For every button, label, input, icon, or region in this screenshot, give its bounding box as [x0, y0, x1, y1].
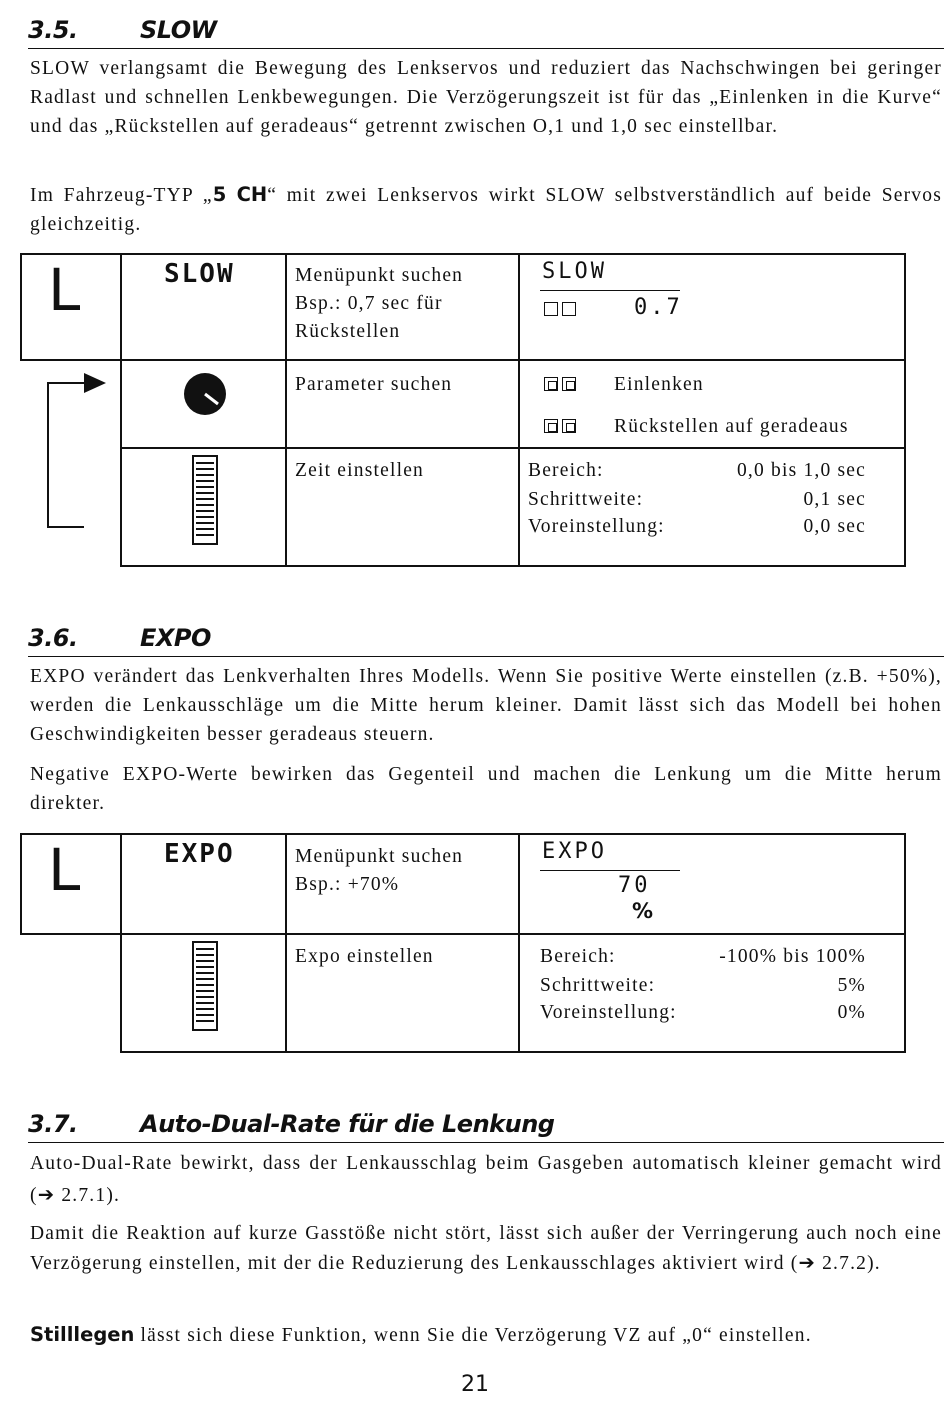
lcd-label: EXPO — [164, 839, 235, 869]
desc-line: Parameter suchen — [295, 374, 453, 395]
default-value: 0,0 sec — [803, 516, 866, 537]
range-value: -100% bis 100% — [719, 946, 866, 967]
desc-cell — [285, 933, 520, 1053]
section-title: EXPO — [140, 624, 211, 652]
rotary-knob-icon — [182, 371, 228, 417]
section-title: Auto-Dual-Rate für die Lenkung — [140, 1110, 555, 1138]
key-cell — [20, 833, 122, 935]
default-value: 0% — [837, 1002, 866, 1023]
section-number: 3.6. — [28, 624, 78, 652]
range-cell — [518, 447, 906, 567]
desc-line: Menüpunkt suchen — [295, 846, 464, 867]
step-label: Schrittweite: — [540, 975, 656, 996]
lcd-label-cell — [120, 833, 287, 935]
step-value: 0,1 sec — [803, 489, 866, 510]
step-value: 5% — [837, 975, 866, 996]
paragraph: Auto-Dual-Rate bewirkt, dass der Lenkausschlag beim Gasgeben automatisch kleiner gemacht wird (➔ 2.7.1). — [30, 1153, 942, 1206]
display-title: EXPO — [542, 839, 607, 864]
option-box — [562, 377, 576, 391]
paragraph: SLOW verlangsamt die Bewegung des Lenkservos und reduziert das Nachschwingen bei geringer Radlast und schnellen Lenkbewegungen. Die Verzögerungszeit ist für das „Einlenken in die Kurve“ und das „Rückstellen auf geradeaus“ getrennt zwischen O,1 und 1,0 sec einstellbar. — [30, 58, 942, 137]
section-number: 3.5. — [28, 16, 78, 44]
desc-line: Bsp.: 0,7 sec für — [295, 293, 443, 314]
option-box — [544, 377, 558, 391]
section-header-3-7 — [28, 1108, 944, 1143]
page-number: 21 — [461, 1372, 489, 1397]
option-label: Rückstellen auf geradeaus — [614, 416, 849, 437]
desc-cell — [285, 359, 520, 449]
segment-box — [544, 302, 558, 316]
arrow-icon: ➔ — [37, 1183, 56, 1206]
display-cell — [518, 833, 906, 935]
display-value: 0.7 — [634, 295, 683, 320]
paragraph: Stilllegen lässt sich diese Funktion, wenn Sie die Verzögerung VZ auf „0“ einstellen. — [30, 1323, 812, 1346]
range-value: 0,0 bis 1,0 sec — [736, 460, 866, 481]
display-value: 70 — [618, 873, 651, 898]
arrow-icon: ➔ — [798, 1251, 817, 1274]
option-box — [562, 419, 576, 433]
wheel-cell — [120, 447, 287, 567]
desc-line: Zeit einstellen — [295, 460, 425, 481]
key-cell — [20, 253, 122, 361]
desc-cell — [285, 833, 520, 935]
display-divider — [540, 870, 680, 871]
desc-cell — [285, 253, 520, 361]
desc-line: Menüpunkt suchen — [295, 265, 464, 286]
lcd-label-cell — [120, 253, 287, 361]
desc-cell — [285, 447, 520, 567]
lcd-label: SLOW — [164, 259, 235, 289]
return-arrow-icon — [40, 365, 110, 535]
desc-line: Bsp.: +70% — [295, 874, 400, 895]
paragraph: Damit die Reaktion auf kurze Gasstöße nicht stört, lässt sich außer der Verringerung auch noch eine Verzögerung einstellen, mit der die Reduzierung des Lenkausschlages aktiviert wird (➔ 2.7.2). — [30, 1223, 942, 1274]
wheel-cell — [120, 933, 287, 1053]
display-unit: % — [632, 899, 654, 923]
section-number: 3.7. — [28, 1110, 78, 1138]
range-label: Bereich: — [528, 460, 604, 481]
knob-cell — [120, 359, 287, 449]
default-label: Voreinstellung: — [528, 516, 665, 537]
range-cell — [518, 933, 906, 1053]
scroll-wheel-icon — [192, 455, 218, 545]
section-header-3-6 — [28, 622, 944, 657]
step-label: Schrittweite: — [528, 489, 644, 510]
scroll-wheel-icon — [192, 941, 218, 1031]
key-letter: L — [48, 256, 81, 324]
desc-line: Expo einstellen — [295, 946, 434, 967]
paragraph: EXPO verändert das Lenkverhalten Ihres Modells. Wenn Sie positive Werte einstellen (z.B. +50%), werden die Lenkausschläge um die Mitte herum kleiner. Damit lässt sich das Modell bei hohen Geschwindigkeiten besser geradeaus steuern. — [30, 666, 942, 745]
option-label: Einlenken — [614, 374, 704, 395]
section-header-3-5 — [28, 14, 944, 49]
segment-box — [562, 302, 576, 316]
option-box — [544, 419, 558, 433]
options-cell — [518, 359, 906, 449]
paragraph: Negative EXPO-Werte bewirken das Gegenteil und machen die Lenkung um die Mitte herum direkter. — [30, 764, 942, 814]
default-label: Voreinstellung: — [540, 1002, 677, 1023]
range-label: Bereich: — [540, 946, 616, 967]
key-letter: L — [48, 836, 81, 904]
section-title: SLOW — [140, 16, 217, 44]
desc-line: Rückstellen — [295, 321, 401, 342]
display-cell — [518, 253, 906, 361]
paragraph: Im Fahrzeug-TYP „5 CH“ mit zwei Lenkservos wirkt SLOW selbstverständlich auf beide Servos gleichzeitig. — [30, 183, 942, 235]
display-divider — [540, 290, 680, 291]
display-title: SLOW — [542, 259, 607, 284]
